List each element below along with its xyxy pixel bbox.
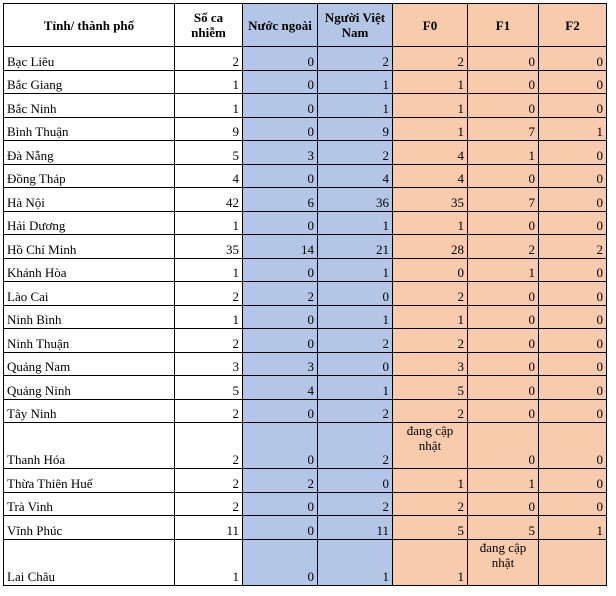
f1-cell: 1 — [468, 258, 539, 282]
table-row — [4, 329, 607, 353]
province-cell: Quảng Nam — [4, 352, 175, 376]
foreign-cell: 0 — [243, 305, 318, 329]
province-cell: Hải Dương — [4, 211, 175, 235]
f2-cell: 0 — [539, 305, 607, 329]
cases-cell: 5 — [175, 141, 243, 165]
f2-cell: 0 — [539, 492, 607, 516]
province-cell: Thanh Hóa — [4, 423, 175, 469]
f1-cell: 0 — [468, 492, 539, 516]
f1-cell: 0 — [468, 352, 539, 376]
f0-cell: 2 — [393, 47, 468, 71]
vietnamese-cell: 11 — [318, 516, 393, 540]
header-foreign: Nước ngoài — [243, 4, 318, 47]
f2-cell: 0 — [539, 47, 607, 71]
f1-cell — [468, 539, 539, 585]
foreign-cell: 0 — [243, 329, 318, 353]
table-row — [4, 141, 607, 165]
province-cell: Bình Thuận — [4, 117, 175, 141]
cases-cell: 42 — [175, 188, 243, 212]
table-row — [4, 539, 607, 585]
vietnamese-cell: 1 — [318, 305, 393, 329]
foreign-cell: 14 — [243, 235, 318, 259]
f2-cell: 0 — [539, 164, 607, 188]
vietnamese-cell: 2 — [318, 492, 393, 516]
updating-note: đang cập nhật — [479, 539, 527, 570]
cases-cell: 3 — [175, 352, 243, 376]
foreign-cell: 0 — [243, 423, 318, 469]
f0-cell: 0 — [393, 258, 468, 282]
province-cell: Tây Ninh — [4, 399, 175, 423]
f1-cell: 0 — [468, 305, 539, 329]
f0-cell: 5 — [393, 516, 468, 540]
f0-cell: 5 — [393, 376, 468, 400]
table-row — [4, 399, 607, 423]
f1-cell: 0 — [468, 164, 539, 188]
cases-cell: 9 — [175, 117, 243, 141]
province-cell: Bắc Ninh — [4, 94, 175, 118]
vietnamese-cell: 2 — [318, 399, 393, 423]
f0-cell: 1 — [393, 539, 468, 585]
cases-cell: 1 — [175, 539, 243, 585]
cases-cell: 35 — [175, 235, 243, 259]
table-row — [4, 211, 607, 235]
province-cell: Hồ Chí Minh — [4, 235, 175, 259]
f1-cell: 5 — [468, 516, 539, 540]
f1-cell: 0 — [468, 399, 539, 423]
province-cell: Ninh Bình — [4, 305, 175, 329]
f1-cell: 0 — [468, 329, 539, 353]
f0-cell — [393, 423, 468, 469]
header-row — [4, 4, 607, 47]
f2-cell: 0 — [539, 141, 607, 165]
table-row — [4, 94, 607, 118]
foreign-cell: 0 — [243, 117, 318, 141]
f0-cell: 2 — [393, 329, 468, 353]
cases-cell: 5 — [175, 376, 243, 400]
f2-cell: 2 — [539, 235, 607, 259]
foreign-cell: 3 — [243, 352, 318, 376]
f0-cell: 2 — [393, 282, 468, 306]
foreign-cell: 0 — [243, 516, 318, 540]
province-cell: Quảng Ninh — [4, 376, 175, 400]
province-cell: Đồng Tháp — [4, 164, 175, 188]
province-cell: Ninh Thuận — [4, 329, 175, 353]
table-row — [4, 188, 607, 212]
f1-cell: 1 — [468, 469, 539, 493]
f1-cell: 0 — [468, 211, 539, 235]
vietnamese-cell: 2 — [318, 47, 393, 71]
f1-cell: 7 — [468, 188, 539, 212]
f0-cell: 1 — [393, 211, 468, 235]
cases-cell: 1 — [175, 211, 243, 235]
vietnamese-cell: 0 — [318, 352, 393, 376]
province-cell: Lai Châu — [4, 539, 175, 585]
cases-cell: 2 — [175, 492, 243, 516]
vietnamese-cell: 2 — [318, 329, 393, 353]
table-row — [4, 423, 607, 469]
cases-cell: 2 — [175, 469, 243, 493]
foreign-cell: 2 — [243, 282, 318, 306]
vietnamese-cell: 1 — [318, 94, 393, 118]
f2-cell: 0 — [539, 258, 607, 282]
province-cell: Trà Vinh — [4, 492, 175, 516]
table-row — [4, 47, 607, 71]
vietnamese-cell: 1 — [318, 376, 393, 400]
foreign-cell: 0 — [243, 47, 318, 71]
f0-cell: 1 — [393, 70, 468, 94]
cases-cell: 1 — [175, 305, 243, 329]
f2-cell: 1 — [539, 516, 607, 540]
vietnamese-cell: 36 — [318, 188, 393, 212]
cases-cell: 2 — [175, 329, 243, 353]
f2-cell: 0 — [539, 94, 607, 118]
f2-cell: 0 — [539, 399, 607, 423]
province-cell: Bạc Liêu — [4, 47, 175, 71]
f1-cell: 0 — [468, 376, 539, 400]
foreign-cell: 3 — [243, 141, 318, 165]
header-province: Tỉnh/ thành phố — [4, 4, 175, 47]
f2-cell: 0 — [539, 423, 607, 469]
foreign-cell: 0 — [243, 164, 318, 188]
vietnamese-cell: 2 — [318, 141, 393, 165]
province-cell: Bắc Giang — [4, 70, 175, 94]
foreign-cell: 0 — [243, 70, 318, 94]
f1-cell: 0 — [468, 70, 539, 94]
vietnamese-cell: 1 — [318, 211, 393, 235]
cases-cell: 11 — [175, 516, 243, 540]
f0-cell: 4 — [393, 164, 468, 188]
f0-cell: 1 — [393, 305, 468, 329]
updating-note: đang cập nhật — [406, 423, 454, 453]
f0-cell: 2 — [393, 399, 468, 423]
f2-cell: 0 — [539, 469, 607, 493]
f0-cell: 1 — [393, 94, 468, 118]
table-body — [4, 47, 607, 586]
province-cell: Lào Cai — [4, 282, 175, 306]
f0-cell: 3 — [393, 352, 468, 376]
header-f0: F0 — [393, 4, 468, 47]
f2-cell: 0 — [539, 188, 607, 212]
foreign-cell: 6 — [243, 188, 318, 212]
foreign-cell: 0 — [243, 539, 318, 585]
province-cell: Hà Nội — [4, 188, 175, 212]
f2-cell: 0 — [539, 352, 607, 376]
table-row — [4, 516, 607, 540]
vietnamese-cell: 0 — [318, 282, 393, 306]
f2-cell: 0 — [539, 211, 607, 235]
province-cell: Vĩnh Phúc — [4, 516, 175, 540]
table-row — [4, 305, 607, 329]
table-row — [4, 164, 607, 188]
f0-cell: 28 — [393, 235, 468, 259]
cases-cell: 4 — [175, 164, 243, 188]
f2-cell: 0 — [539, 70, 607, 94]
vietnamese-cell: 4 — [318, 164, 393, 188]
table-row — [4, 70, 607, 94]
vietnamese-cell: 1 — [318, 539, 393, 585]
f0-cell: 4 — [393, 141, 468, 165]
table-row — [4, 117, 607, 141]
f0-cell: 35 — [393, 188, 468, 212]
f0-cell: 2 — [393, 492, 468, 516]
f1-cell: 2 — [468, 235, 539, 259]
header-cases: Số ca nhiễm — [175, 4, 243, 47]
header-f1: F1 — [468, 4, 539, 47]
f0-cell: 1 — [393, 117, 468, 141]
vietnamese-cell: 1 — [318, 70, 393, 94]
cases-cell: 2 — [175, 47, 243, 71]
table-row — [4, 492, 607, 516]
province-cell: Khánh Hòa — [4, 258, 175, 282]
foreign-cell: 0 — [243, 492, 318, 516]
foreign-cell: 0 — [243, 211, 318, 235]
table-row — [4, 352, 607, 376]
f2-cell — [539, 539, 607, 585]
foreign-cell: 0 — [243, 94, 318, 118]
province-cell: Thừa Thiên Huế — [4, 469, 175, 493]
f2-cell: 0 — [539, 329, 607, 353]
cases-cell: 1 — [175, 70, 243, 94]
vietnamese-cell: 9 — [318, 117, 393, 141]
cases-cell: 1 — [175, 258, 243, 282]
f1-cell: 0 — [468, 94, 539, 118]
vietnamese-cell: 2 — [318, 423, 393, 469]
covid-table-container — [3, 3, 607, 586]
foreign-cell: 0 — [243, 258, 318, 282]
table-row — [4, 235, 607, 259]
cases-cell: 2 — [175, 423, 243, 469]
f0-cell: 1 — [393, 469, 468, 493]
cases-cell: 2 — [175, 282, 243, 306]
f1-cell: 0 — [468, 47, 539, 71]
header-vietnamese: Người Việt Nam — [318, 4, 393, 47]
table-row — [4, 376, 607, 400]
province-cell: Đà Nẵng — [4, 141, 175, 165]
covid-cases-table — [3, 3, 607, 586]
vietnamese-cell: 21 — [318, 235, 393, 259]
foreign-cell: 4 — [243, 376, 318, 400]
f2-cell: 0 — [539, 376, 607, 400]
f2-cell: 1 — [539, 117, 607, 141]
foreign-cell: 2 — [243, 469, 318, 493]
cases-cell: 1 — [175, 94, 243, 118]
f2-cell: 0 — [539, 282, 607, 306]
table-row — [4, 469, 607, 493]
foreign-cell: 0 — [243, 399, 318, 423]
vietnamese-cell: 0 — [318, 469, 393, 493]
f1-cell: 0 — [468, 423, 539, 469]
vietnamese-cell: 1 — [318, 258, 393, 282]
f1-cell: 0 — [468, 282, 539, 306]
table-row — [4, 282, 607, 306]
cases-cell: 2 — [175, 399, 243, 423]
f1-cell: 1 — [468, 141, 539, 165]
f1-cell: 7 — [468, 117, 539, 141]
header-f2: F2 — [539, 4, 607, 47]
table-row — [4, 258, 607, 282]
